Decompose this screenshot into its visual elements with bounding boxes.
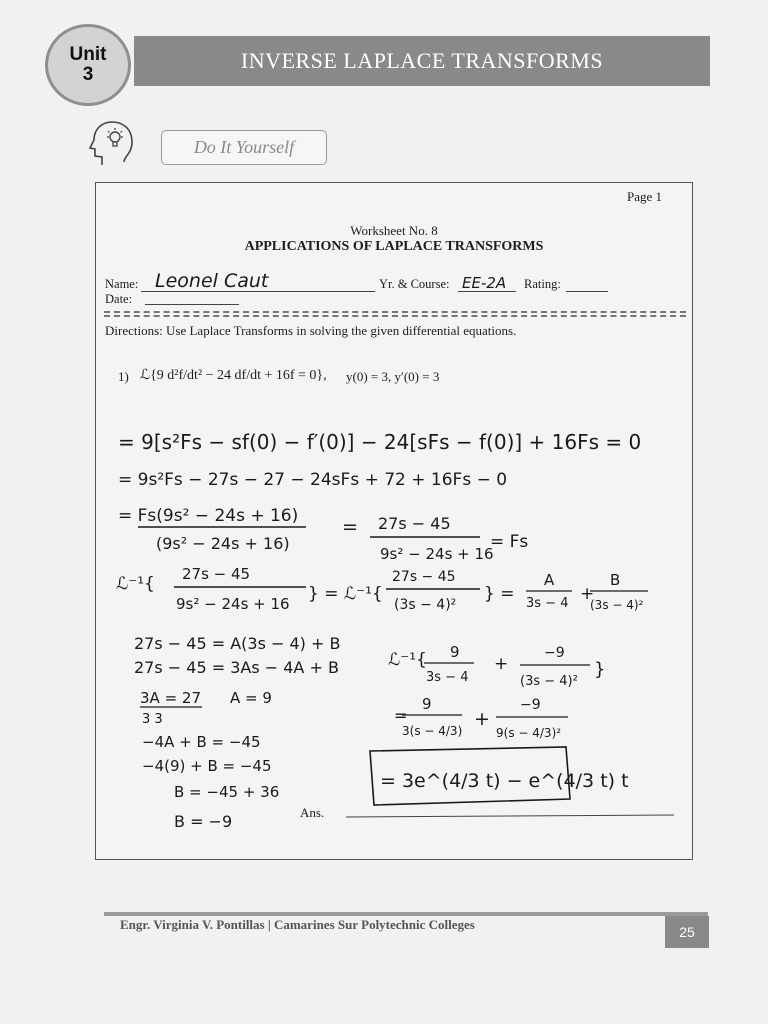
footer-divider xyxy=(104,912,708,916)
inverse1-denominator: 9s² − 24s + 16 xyxy=(176,595,290,613)
result1-post: } xyxy=(594,659,606,680)
solve-step-4: −4A + B = −45 xyxy=(142,733,261,751)
step-line-2: = 9s²Fs − 27s − 27 − 24sFs + 72 + 16Fs − 0 xyxy=(118,470,508,490)
pf-a-numerator: A xyxy=(544,571,555,589)
result2-plus: + xyxy=(474,708,490,730)
inverse2-numerator: 27s − 45 xyxy=(392,569,456,585)
divider-dashed-2 xyxy=(104,315,686,317)
handwritten-solution xyxy=(96,403,694,843)
step-line-3c: = xyxy=(342,516,358,538)
solve-step-3b: A = 9 xyxy=(230,689,272,707)
inverse1-post: } = ℒ⁻¹{ xyxy=(308,584,383,604)
footer-author: Engr. Virginia V. Pontillas | Camarines Sur Polytechnic Colleges xyxy=(120,917,475,932)
pf-a-denominator: 3s − 4 xyxy=(526,596,569,611)
date-underline xyxy=(145,303,239,305)
page-title: INVERSE LAPLACE TRANSFORMS xyxy=(240,48,604,73)
unit-label: Unit xyxy=(69,44,107,65)
answer-label: Ans. xyxy=(300,805,325,820)
solve-step-3a: 3A = 27 xyxy=(140,689,201,707)
name-label: Name: xyxy=(105,277,139,291)
result1-a-numerator: 9 xyxy=(450,643,460,661)
inverse2-post: } = xyxy=(484,584,515,604)
unit-badge xyxy=(45,24,131,106)
solve-step-3c: 3 3 xyxy=(142,712,163,727)
pf-plus: + xyxy=(580,584,595,604)
date-label: Date: xyxy=(105,292,133,306)
frac1-denominator: 9s² − 24s + 16 xyxy=(380,545,494,563)
result1-plus: + xyxy=(494,654,509,674)
worksheet-number: Worksheet No. 8 xyxy=(350,223,438,238)
worksheet-title: APPLICATIONS OF LAPLACE TRANSFORMS xyxy=(244,239,544,254)
result1-b-denominator: (3s − 4)² xyxy=(520,674,578,689)
solve-step-2: 27s − 45 = 3As − 4A + B xyxy=(134,658,339,677)
directions-text: Directions: Use Laplace Transforms in solving the given differential equations. xyxy=(105,323,517,338)
rating-label: Rating: xyxy=(524,277,561,291)
divider-dashed xyxy=(104,311,686,313)
pf-b-numerator: B xyxy=(610,571,621,589)
page-number-badge: 25 xyxy=(665,916,709,948)
frac1-numerator: 27s − 45 xyxy=(378,514,451,533)
do-it-yourself-label: Do It Yourself xyxy=(161,130,327,165)
rating-underline xyxy=(566,290,608,292)
result2-a-denominator: 3(s − 4/3) xyxy=(402,724,463,738)
problem-number: 1) xyxy=(118,369,129,384)
step-line-1: = 9[s²Fs − sf(0) − f′(0)] − 24[sFs − f(0)] + 16Fs = 0 xyxy=(118,430,642,454)
result2-equals: = xyxy=(394,706,408,725)
inverse1-numerator: 27s − 45 xyxy=(182,565,251,583)
course-label: Yr. & Course: xyxy=(379,277,450,291)
result1-b-numerator: −9 xyxy=(544,645,565,661)
final-answer: = 3e^(4/3 t) − e^(4/3 t) t xyxy=(380,770,629,792)
inverse2-denominator: (3s − 4)² xyxy=(394,597,457,613)
worksheet xyxy=(95,182,693,860)
result2-b-numerator: −9 xyxy=(520,697,541,713)
result1-prefix: ℒ⁻¹{ xyxy=(388,650,427,670)
title-banner xyxy=(134,36,710,86)
result1-a-denominator: 3s − 4 xyxy=(426,670,469,685)
course-handwriting xyxy=(458,269,528,295)
result2-a-numerator: 9 xyxy=(422,695,432,713)
solve-step-6: B = −45 + 36 xyxy=(174,783,280,801)
thinking-head-icon xyxy=(88,118,138,170)
page-indicator: Page 1 xyxy=(626,189,662,204)
name-handwriting xyxy=(151,265,351,295)
unit-number: 3 xyxy=(82,64,94,85)
pf-b-denominator: (3s − 4)² xyxy=(590,598,644,612)
svg-text:EE-2A: EE-2A xyxy=(462,274,507,292)
problem-expression: ℒ{9 d²f/dt² − 24 df/dt + 16f = 0}, xyxy=(140,368,327,383)
solve-step-5: −4(9) + B = −45 xyxy=(142,757,272,775)
step-line-3a: = Fs(9s² − 24s + 16) xyxy=(118,506,299,526)
svg-text:Leonel Caut: Leonel Caut xyxy=(155,270,269,292)
initial-conditions: y(0) = 3, y′(0) = 3 xyxy=(346,369,440,384)
step-line-3b: (9s² − 24s + 16) xyxy=(156,534,290,553)
inverse1-prefix: ℒ⁻¹{ xyxy=(116,574,155,594)
result2-b-denominator: 9(s − 4/3)² xyxy=(496,726,562,740)
solve-step-1: 27s − 45 = A(3s − 4) + B xyxy=(134,634,341,653)
solve-step-7: B = −9 xyxy=(174,812,233,831)
fs-equals: = Fs xyxy=(490,532,529,552)
